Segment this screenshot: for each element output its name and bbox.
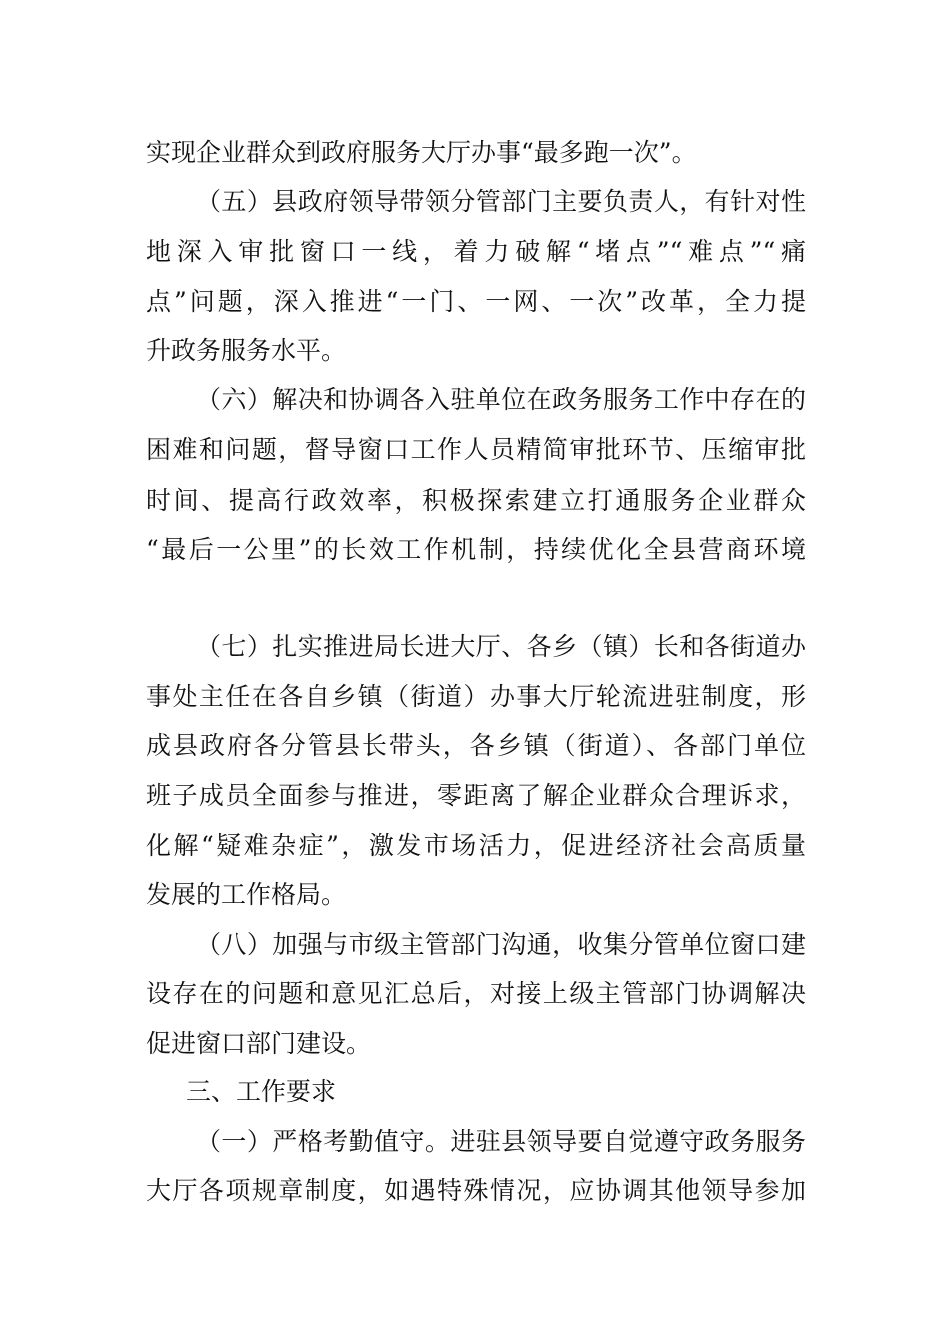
text-line: 班子成员全面参与推进，零距离了解企业群众合理诉求， xyxy=(146,781,806,810)
paragraph-7-line: （七）扎实推进局长进大厅、各乡（镇）长和各街道办 xyxy=(196,632,806,661)
paragraph-1-line: （一）严格考勤值守。进驻县领导要自觉遵守政务服务 xyxy=(196,1127,806,1156)
paragraph-5-line: （五）县政府领导带领分管部门主要负责人，有针对性 xyxy=(196,187,806,216)
text-line: 化解“疑难杂症”，激发市场活力，促进经济社会高质量 xyxy=(146,831,806,860)
text-line: 大厅各项规章制度，如遇特殊情况，应协调其他领导参加 xyxy=(146,1176,806,1205)
text-line: 事处主任在各自乡镇（街道）办事大厅轮流进驻制度，形 xyxy=(146,682,806,711)
text-line: 升政务服务水平。 xyxy=(146,336,347,365)
text-line: “最后一公里”的长效工作机制，持续优化全县营商环境 xyxy=(146,535,806,564)
text-line: 发展的工作格局。 xyxy=(146,880,347,909)
text-line: 地深入审批窗口一线，着力破解“堵点”“难点”“痛 xyxy=(146,237,806,266)
text-line: 设存在的问题和意见汇总后，对接上级主管部门协调解决 xyxy=(146,979,806,1008)
text-line: 成县政府各分管县长带头，各乡镇（街道）、各部门单位 xyxy=(146,731,806,760)
text-line: 促进窗口部门建设。 xyxy=(146,1029,372,1058)
text-line: 时间、提高行政效率，积极探索建立打通服务企业群众 xyxy=(146,486,806,515)
text-line: 实现企业群众到政府服务大厅办事“最多跑一次”。 xyxy=(146,138,697,167)
paragraph-6-line: （六）解决和协调各入驻单位在政务服务工作中存在的 xyxy=(196,385,806,414)
paragraph-8-line: （八）加强与市级主管部门沟通，收集分管单位窗口建 xyxy=(196,930,806,959)
section-heading: 三、工作要求 xyxy=(186,1077,337,1106)
text-line: 点”问题，深入推进“一门、一网、一次”改革，全力提 xyxy=(146,287,806,316)
text-line: 困难和问题，督导窗口工作人员精简审批环节、压缩审批 xyxy=(146,435,806,464)
